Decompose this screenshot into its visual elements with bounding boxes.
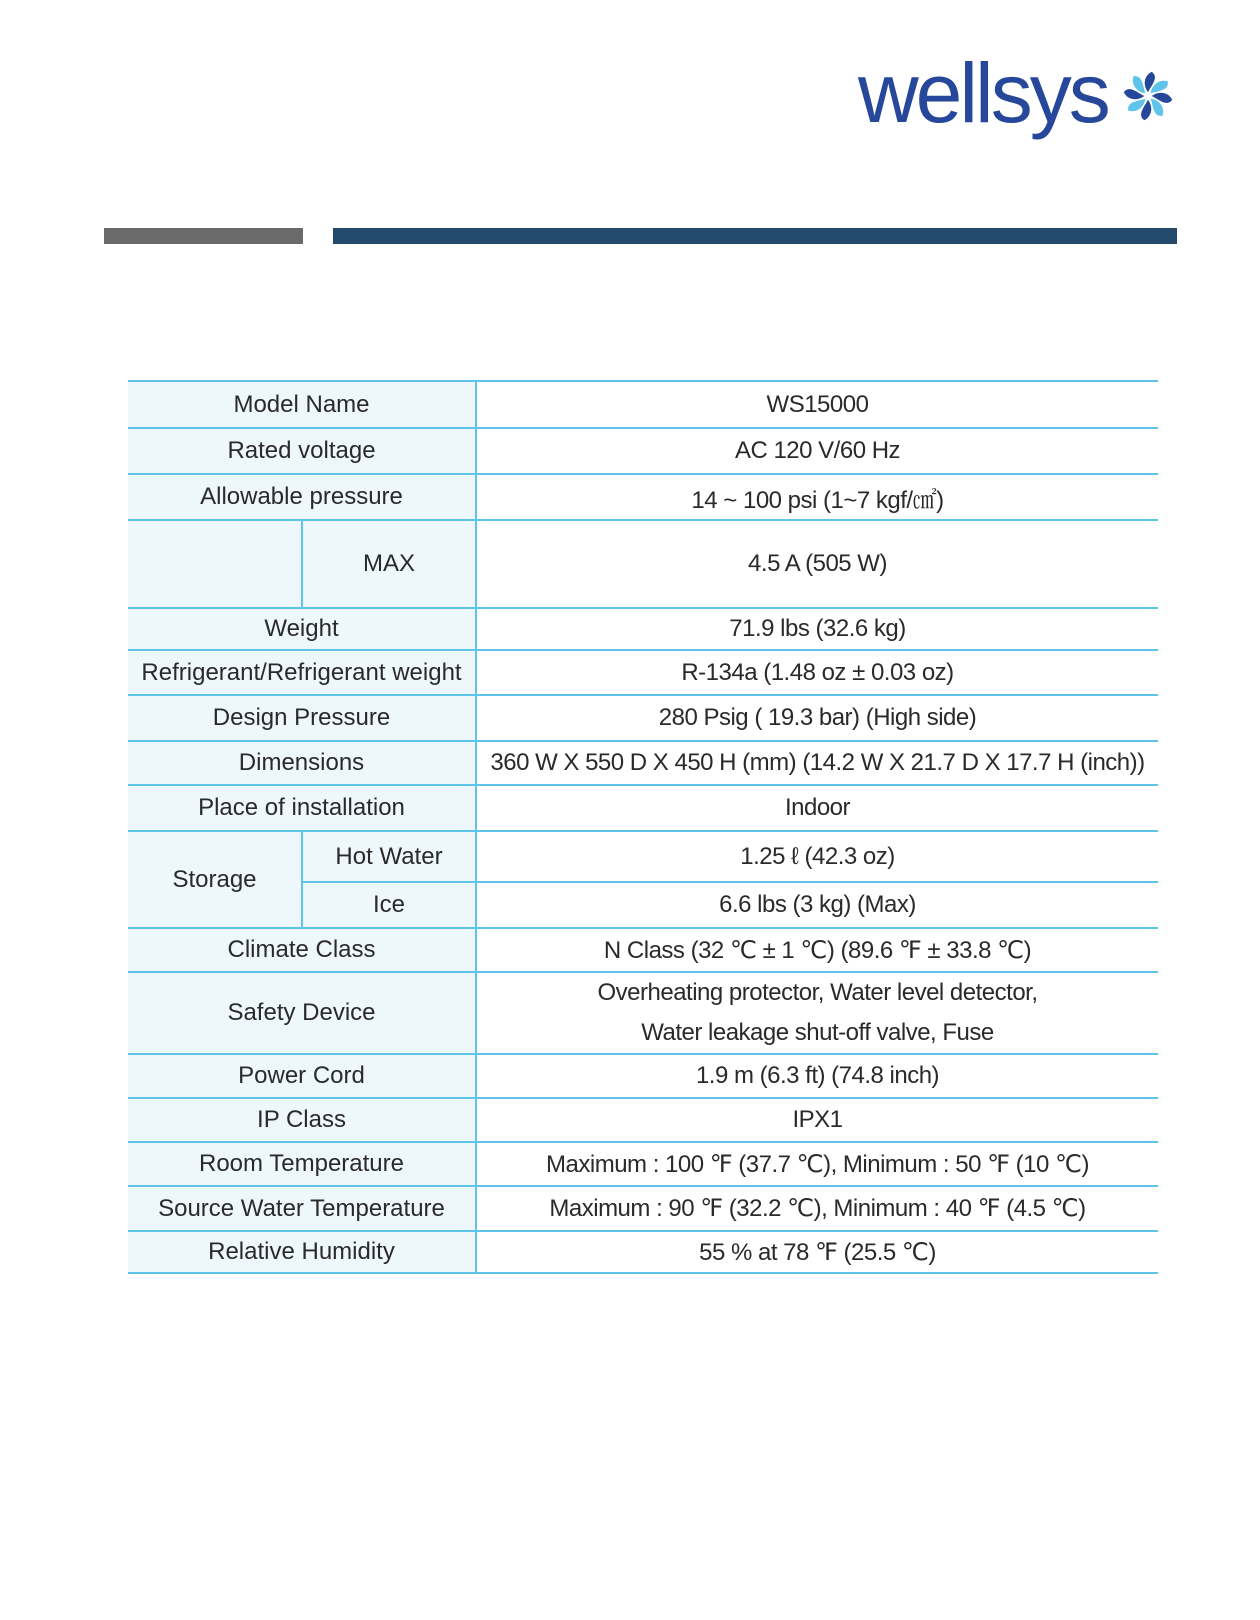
row-value: AC 120 V/60 Hz bbox=[476, 428, 1158, 474]
row-sublabel: Ice bbox=[302, 882, 476, 928]
row-value-line: Water leakage shut-off valve, Fuse bbox=[641, 1019, 994, 1046]
table-row bbox=[128, 650, 1158, 695]
table-row bbox=[128, 1186, 1158, 1231]
row-value: Maximum : 100 ℉ (37.7 ℃), Minimum : 50 ℉ (10 ℃) bbox=[476, 1142, 1158, 1186]
row-label: Climate Class bbox=[128, 928, 476, 972]
table-row bbox=[128, 520, 1158, 608]
row-label: Place of installation bbox=[128, 785, 476, 831]
row-value: Maximum : 90 ℉ (32.2 ℃), Minimum : 40 ℉ (4.5 ℃) bbox=[476, 1186, 1158, 1231]
row-label: Model Name bbox=[128, 381, 476, 428]
row-value: 280 Psig ( 19.3 bar) (High side) bbox=[476, 695, 1158, 741]
row-value: 71.9 lbs (32.6 kg) bbox=[476, 608, 1158, 650]
table-row bbox=[128, 1098, 1158, 1142]
wellsys-logo bbox=[858, 38, 1176, 148]
header-divider-blue bbox=[333, 228, 1177, 244]
table-row bbox=[128, 928, 1158, 972]
pinwheel-petals bbox=[1123, 72, 1172, 121]
row-label: Relative Humidity bbox=[128, 1231, 476, 1273]
row-label: Power Cord bbox=[128, 1054, 476, 1098]
row-value: WS15000 bbox=[476, 381, 1158, 428]
table-row bbox=[128, 831, 1158, 882]
table-row bbox=[128, 741, 1158, 785]
table-row bbox=[128, 785, 1158, 831]
row-label: Design Pressure bbox=[128, 695, 476, 741]
row-label: Rated voltage bbox=[128, 428, 476, 474]
row-label: Storage bbox=[128, 831, 302, 928]
row-value: 4.5 A (505 W) bbox=[476, 520, 1158, 608]
row-value: 1.9 m (6.3 ft) (74.8 inch) bbox=[476, 1054, 1158, 1098]
row-label: Source Water Temperature bbox=[128, 1186, 476, 1231]
row-value: 360 W X 550 D X 450 H (mm) (14.2 W X 21.7 D X 17.7 H (inch)) bbox=[476, 741, 1158, 785]
row-label: Refrigerant/Refrigerant weight bbox=[128, 650, 476, 695]
row-label: Dimensions bbox=[128, 741, 476, 785]
row-label: Room Temperature bbox=[128, 1142, 476, 1186]
row-label: Allowable pressure bbox=[128, 474, 476, 520]
row-value: IPX1 bbox=[476, 1098, 1158, 1142]
row-value: R-134a (1.48 oz ± 0.03 oz) bbox=[476, 650, 1158, 695]
row-sublabel: Hot Water bbox=[302, 831, 476, 882]
table-row bbox=[128, 1054, 1158, 1098]
spec-table bbox=[128, 380, 1158, 1274]
row-value: Indoor bbox=[476, 785, 1158, 831]
table-row bbox=[128, 474, 1158, 520]
logo-wordmark: wellsys bbox=[858, 46, 1108, 140]
row-label: Weight bbox=[128, 608, 476, 650]
table-row bbox=[128, 428, 1158, 474]
table-row bbox=[128, 972, 1158, 1054]
row-value: 14 ~ 100 psi (1~7 kgf/㎠) bbox=[476, 474, 1158, 520]
table-row bbox=[128, 695, 1158, 741]
header-divider-gray bbox=[104, 228, 303, 244]
row-sublabel: MAX bbox=[302, 520, 476, 608]
table-row bbox=[128, 381, 1158, 428]
table-row bbox=[128, 1231, 1158, 1273]
row-value: 55 % at 78 ℉ (25.5 ℃) bbox=[476, 1231, 1158, 1273]
pinwheel-icon bbox=[1120, 68, 1176, 124]
row-value: N Class (32 ℃ ± 1 ℃) (89.6 ℉ ± 33.8 ℃) bbox=[476, 928, 1158, 972]
row-value-line: Overheating protector, Water level detector, bbox=[597, 979, 1038, 1006]
row-label: Safety Device bbox=[128, 972, 476, 1054]
row-label-empty bbox=[128, 520, 302, 608]
table-row bbox=[128, 608, 1158, 650]
row-label: IP Class bbox=[128, 1098, 476, 1142]
row-value: 6.6 lbs (3 kg) (Max) bbox=[476, 882, 1158, 928]
row-value-multiline bbox=[476, 972, 1158, 1054]
table-row bbox=[128, 1142, 1158, 1186]
row-value: 1.25 ℓ (42.3 oz) bbox=[476, 831, 1158, 882]
